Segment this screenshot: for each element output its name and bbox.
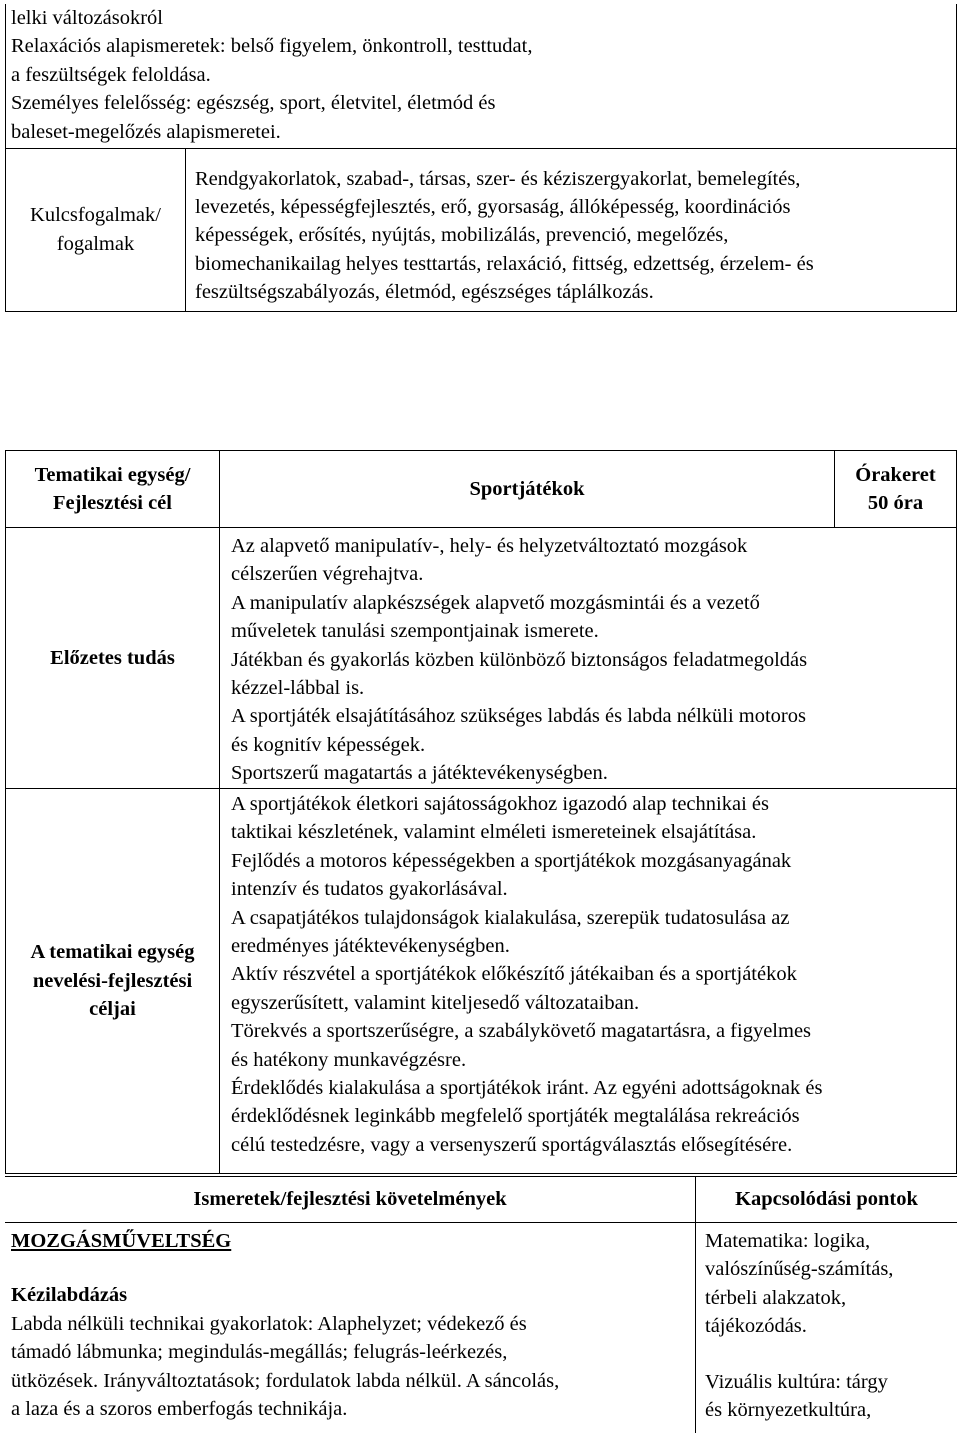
intro-line: lelki változásokról (11, 7, 163, 29)
unit-label-cell (6, 451, 220, 528)
prior-line: kézzel-lábbal is. (231, 677, 365, 700)
connections-content-cell (696, 1223, 958, 1433)
keywords-line: Rendgyakorlatok, szabad-, társas, szer- és kéziszergyakorlat, bemelegítés, (195, 167, 801, 190)
prior-line: Sportszerű magatartás a játéktevékenységben. (231, 762, 608, 785)
connections-line: valószínűség-számítás, (705, 1258, 894, 1281)
goals-line: célú testedzésre, vagy a versenyszerű sportágválasztás elősegítésére. (231, 1133, 793, 1156)
goals-line: eredményes játéktevékenységben. (231, 935, 510, 958)
intro-line: a feszültségek feloldása. (11, 63, 211, 86)
requirements-line: támadó lábmunka; megindulás-megállás; felugrás-leérkezés, (11, 1341, 508, 1364)
requirements-header: Ismeretek/fejlesztési követelmények (193, 1188, 507, 1211)
goals-line: intenzív és tudatos gyakorlásával. (231, 878, 508, 901)
section-title: MOZGÁSMŰVELTSÉG (11, 1230, 232, 1252)
keywords-label-cell (6, 148, 186, 311)
goals-label: céljai (89, 998, 136, 1021)
goals-line: Érdeklődés kialakulása a sportjátékok iránt. Az egyéni adottságoknak és (231, 1077, 823, 1100)
keywords-line: levezetés, képességfejlesztés, erő, gyorsaság, állóképesség, koordinációs (195, 195, 791, 218)
goals-line: egyszerűsített, valamint kiteljesedő változataiban. (231, 991, 640, 1014)
prior-line: Az alapvető manipulatív-, hely- és helyzetváltoztató mozgások (231, 535, 748, 557)
unit-title-cell (220, 451, 835, 528)
goals-line: érdeklődésnek leginkább megfelelő sportjáték megtalálása rekreációs (231, 1105, 800, 1128)
requirements-header-cell (5, 1177, 696, 1223)
goals-line: és hatékony munkavégzésre. (231, 1048, 467, 1071)
prior-content-cell (220, 528, 957, 789)
subsection-title: Kézilabdázás (11, 1284, 128, 1307)
keywords-line: feszültségszabályozás, életmód, egészséges táplálkozás. (195, 281, 654, 304)
prior-line: A manipulatív alapkészségek alapvető mozgásmintái és a vezető (231, 591, 760, 614)
unit-label: Tematikai egység/ (34, 463, 191, 486)
prior-line: A sportjáték elsajátításához szükséges labdás és labda nélküli motoros (231, 705, 806, 728)
keywords-content-cell (186, 148, 957, 311)
requirements-line: a laza és a szoros emberfogás technikája. (11, 1398, 348, 1421)
spacer (11, 1255, 695, 1281)
requirements-table (5, 1176, 957, 1433)
keywords-line: biomechanikailag helyes testtartás, relaxáció, fittség, edzettség, érzelem- és (195, 252, 814, 275)
goals-line: A sportjátékok életkori sajátosságokhoz igazodó alap technikai és (231, 793, 769, 815)
prior-line: célszerűen végrehajtva. (231, 563, 424, 586)
goals-line: Aktív részvétel a sportjátékok előkészítő játékaiban és a sportjátékok (231, 963, 797, 986)
keywords-label: fogalmak (56, 232, 135, 255)
connections-header-cell (696, 1177, 958, 1223)
goals-line: Törekvés a sportszerűségre, a szabálykövető magatartásra, a figyelmes (231, 1020, 812, 1043)
spacer (705, 1341, 957, 1368)
intro-line: baleset-megelőzés alapismeretei. (11, 120, 281, 143)
keywords-table (5, 4, 957, 312)
requirements-line: ütközések. Irányváltoztatások; fordulatok labda nélkül. A sáncolás, (11, 1369, 560, 1392)
prior-line: Játékban és gyakorlás közben különböző biztonságos feladatmegoldás (231, 648, 808, 671)
goals-line: taktikai készletének, valamint elméleti ismereteinek elsajátítása. (231, 821, 757, 844)
hours-label: Órakeret (855, 463, 936, 486)
goals-line: A csapatjátékos tulajdonságok kialakulása, szerepük tudatosulása az (231, 906, 790, 929)
prior-line: és kognitív képességek. (231, 733, 426, 756)
requirements-line: Labda nélküli technikai gyakorlatok: Alaphelyzet; védekező és (11, 1312, 527, 1335)
unit-table (5, 450, 957, 1174)
goals-label-cell (6, 789, 220, 1174)
connections-line: és környezetkultúra, (705, 1399, 872, 1422)
connections-line: Matematika: logika, (705, 1230, 871, 1252)
requirements-content-cell (5, 1223, 696, 1433)
unit-title: Sportjátékok (469, 477, 585, 500)
intro-line: Személyes felelősség: egészség, sport, életvitel, életmód és (11, 92, 496, 115)
unit-label: Fejlesztési cél (53, 492, 172, 514)
hours-cell (835, 451, 957, 528)
connections-line: tájékozódás. (705, 1315, 807, 1338)
goals-content-cell (220, 789, 957, 1174)
goals-line: Fejlődés a motoros képességekben a sportjátékok mozgásanyagának (231, 849, 792, 872)
connections-header: Kapcsolódási pontok (735, 1188, 918, 1211)
goals-label: A tematikai egység (30, 941, 195, 964)
prior-label-cell (6, 528, 220, 789)
prior-line: műveletek tanulási szempontjainak ismerete. (231, 620, 599, 643)
intro-cell (6, 4, 957, 148)
connections-line: térbeli alakzatok, (705, 1286, 847, 1309)
intro-line: Relaxációs alapismeretek: belső figyelem, önkontroll, testtudat, (11, 35, 533, 58)
prior-label: Előzetes tudás (50, 646, 175, 669)
hours-value: 50 óra (867, 492, 924, 514)
connections-line: Vizuális kultúra: tárgy (705, 1370, 888, 1393)
keywords-line: képességek, erősítés, nyújtás, mobilizálás, prevenció, megelőzés, (195, 224, 729, 247)
keywords-label: Kulcsfogalmak/ (30, 204, 161, 227)
goals-label: nevelési-fejlesztési (32, 969, 193, 992)
